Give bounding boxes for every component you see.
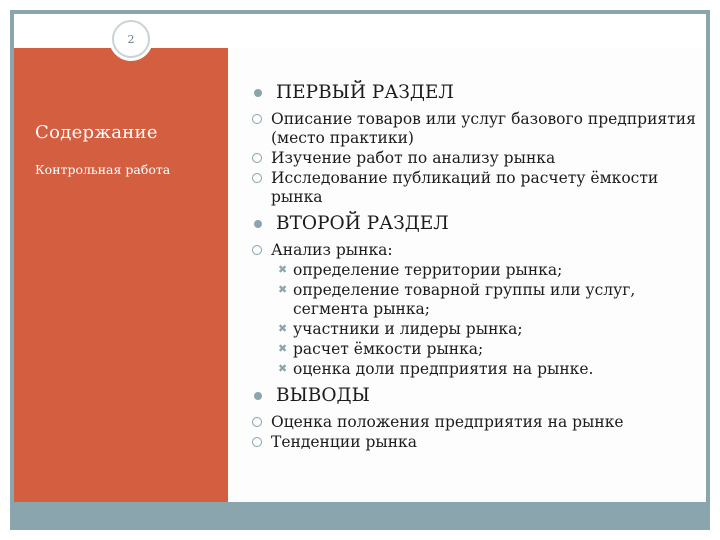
circle-bullet-icon xyxy=(252,114,262,124)
cross-bullet-icon: ✖ xyxy=(278,342,288,355)
bottom-strip xyxy=(14,502,706,526)
circle-bullet-icon xyxy=(252,245,262,255)
section-items xyxy=(250,413,700,452)
sub-list-item xyxy=(224,360,700,379)
dot-bullet-icon xyxy=(254,220,262,228)
list-item-text: Оценка положения предприятия на рынке xyxy=(271,413,624,431)
circle-bullet-icon xyxy=(252,153,262,163)
section-items xyxy=(250,110,700,207)
cross-bullet-icon: ✖ xyxy=(278,283,288,296)
sub-list-item-text: расчет ёмкости рынка; xyxy=(293,340,484,358)
sub-list-item-text: оценка доли предприятия на рынке. xyxy=(293,360,594,378)
list-item-text: Анализ рынка: xyxy=(271,241,393,259)
cross-bullet-icon: ✖ xyxy=(278,322,288,335)
list-item xyxy=(224,433,700,452)
section-heading xyxy=(250,82,700,104)
list-item-text: Описание товаров или услуг базового предприятия (место практики) xyxy=(271,110,696,147)
section-title: ВЫВОДЫ xyxy=(276,385,370,406)
sidebar xyxy=(14,48,228,502)
sub-list-item xyxy=(224,320,700,339)
sub-list-item-text: участники и лидеры рынка; xyxy=(293,320,523,338)
section-title: ПЕРВЫЙ РАЗДЕЛ xyxy=(276,82,454,103)
list-item xyxy=(224,169,700,207)
list-item xyxy=(224,110,700,148)
cross-bullet-icon: ✖ xyxy=(278,263,288,276)
list-item-text: Тенденции рынка xyxy=(271,433,417,451)
sub-list-item-text: определение территории рынка; xyxy=(293,261,563,279)
circle-bullet-icon xyxy=(252,173,262,183)
sub-list-item-text: определение товарной группы или услуг, сегмента рынка; xyxy=(293,281,636,318)
list-item-text: Исследование публикаций по расчету ёмкости рынка xyxy=(271,169,659,206)
section-heading xyxy=(250,385,700,407)
list-item xyxy=(224,149,700,168)
section-heading xyxy=(250,213,700,235)
sidebar-title: Содержание xyxy=(35,122,158,143)
list-item-text: Изучение работ по анализу рынка xyxy=(271,149,556,167)
sub-list-item xyxy=(224,340,700,359)
page-number-badge xyxy=(112,20,150,58)
list-item xyxy=(224,241,700,260)
dot-bullet-icon xyxy=(254,392,262,400)
circle-bullet-icon xyxy=(252,417,262,427)
dot-bullet-icon xyxy=(254,89,262,97)
sub-list-item xyxy=(224,281,700,319)
list-item xyxy=(224,413,700,432)
section-title: ВТОРОЙ РАЗДЕЛ xyxy=(276,213,449,234)
outline-list xyxy=(250,82,700,458)
sub-list-item xyxy=(224,261,700,280)
circle-bullet-icon xyxy=(252,437,262,447)
sidebar-subtitle: Контрольная работа xyxy=(35,162,171,177)
page-number: 2 xyxy=(127,32,135,46)
cross-bullet-icon: ✖ xyxy=(278,362,288,375)
section-items xyxy=(250,241,700,379)
